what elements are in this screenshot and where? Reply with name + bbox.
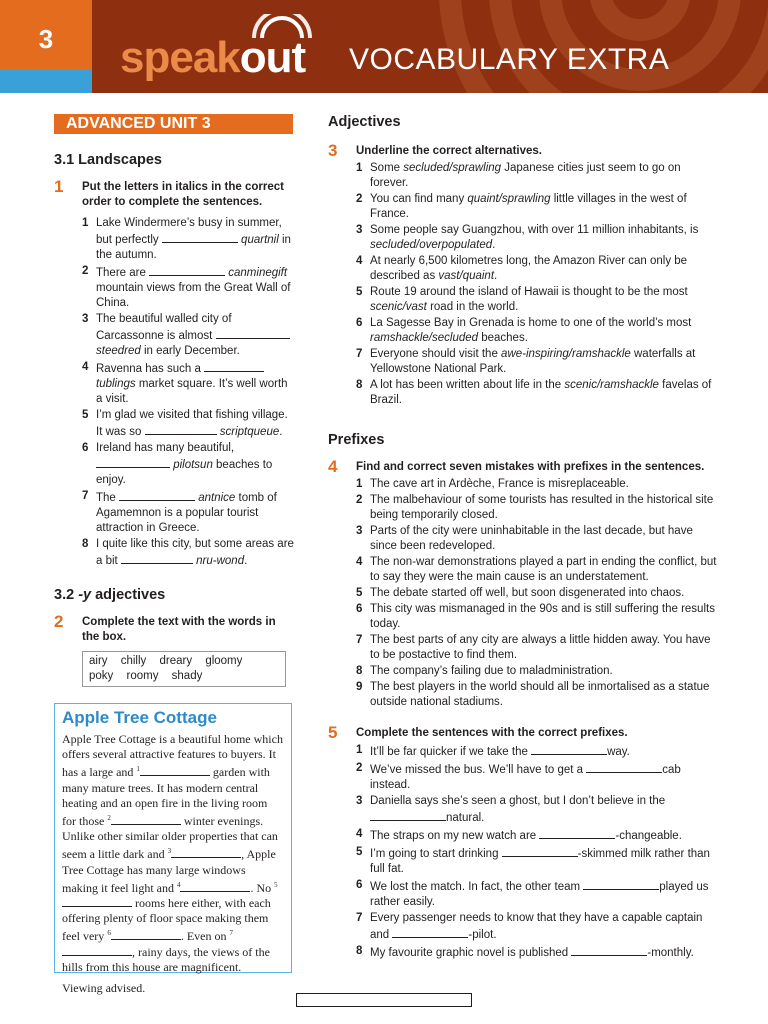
list-item: 6 Ireland has many beautiful, pilotsun beaches to enjoy. — [82, 442, 273, 486]
answer-blank[interactable] — [204, 360, 264, 372]
list-item: 1 It’ll be far quicker if we take the way. — [356, 744, 630, 758]
list-item: 2 We’ve missed the bus. We’ll have to get a cab instead. — [356, 762, 681, 791]
answer-blank[interactable] — [531, 743, 607, 755]
list-item: 6 La Sagesse Bay in Grenada is home to one of the world’s most ramshackle/secluded beaches. — [356, 317, 692, 344]
prefixes-title: Prefixes — [328, 432, 385, 448]
list-item: 1 Lake Windermere’s busy in summer, but perfectly quartnil in the autumn. — [82, 217, 291, 261]
exercise-number: 5 — [328, 723, 338, 742]
exercise-4 — [328, 457, 718, 710]
list-item: 2 The malbehaviour of some tourists has resulted in the historical site being temporarily closed. — [356, 494, 714, 521]
word: shady — [171, 670, 203, 682]
apple-tree-cottage-text — [54, 703, 292, 996]
list-item: 1 The cave art in Ardèche, France is misreplaceable. — [356, 478, 629, 490]
exercise-4-items — [356, 477, 718, 710]
list-item: 4 The straps on my new watch are -changeable. — [356, 828, 682, 842]
list-item: 7 The antnice tomb of Agamemnon is a popular tourist attraction in Greece. — [82, 490, 277, 534]
list-item: 6 This city was mismanaged in the 90s and is still suffering the results today. — [356, 603, 715, 630]
word: gloomy — [205, 655, 243, 667]
gap-3[interactable] — [171, 847, 241, 858]
exercise-number: 3 — [328, 141, 338, 160]
list-item: 4 The non-war demonstrations played a part in ending the conflict, but to say they were the main cause is an understatement. — [356, 556, 717, 583]
list-item: 5 I’m glad we visited that fishing village. It was so scriptqueue. — [82, 409, 288, 438]
gap-7[interactable] — [62, 945, 132, 956]
list-item: 7 Every passenger needs to know that they have a capable captain and -pilot. — [356, 912, 703, 941]
exercise-5 — [328, 723, 718, 961]
exercise-1 — [54, 177, 294, 569]
list-item: 8 A lot has been written about life in the scenic/ramshackle favelas of Brazil. — [356, 379, 712, 406]
unit-number-box — [0, 0, 92, 93]
list-item: 3 The beautiful walled city of Carcassonne is almost steedred in early December. — [82, 312, 294, 359]
list-item: 4 Ravenna has such a tublings market square. It’s well worth a visit. — [82, 361, 288, 405]
word: chilly — [120, 655, 147, 667]
list-item: 3 Daniella says she’s seen a ghost, but I don’t believe in the natural. — [356, 795, 666, 824]
answer-blank[interactable] — [392, 926, 468, 938]
page-header — [0, 0, 768, 93]
answer-blank[interactable] — [162, 231, 238, 243]
list-item: 2 There are canminegift mountain views from the Great Wall of China. — [82, 265, 291, 309]
answer-blank[interactable] — [571, 944, 647, 956]
list-item: 5 The debate started off well, but soon disgenerated into chaos. — [356, 587, 685, 599]
list-item: 9 The best players in the world should all be inmortalised as a statue outside national stadiums. — [356, 681, 710, 708]
list-item: 8 The company’s failing due to maladministration. — [356, 665, 613, 677]
list-item: 4 At nearly 6,500 kilometres long, the Amazon River can only be described as vast/quaint. — [356, 255, 688, 282]
word: poky — [89, 670, 114, 682]
exercise-3 — [328, 141, 718, 408]
cottage-title: Apple Tree Cottage — [62, 708, 217, 727]
answer-blank[interactable] — [96, 456, 170, 468]
answer-blank[interactable] — [502, 845, 578, 857]
exercise-1-items — [82, 216, 294, 569]
speakout-logo: speakout — [120, 33, 306, 82]
footer-box — [296, 993, 472, 1007]
list-item: 7 Everyone should visit the awe-inspiring/ramshackle waterfalls at Yellowstone National Park. — [356, 348, 696, 375]
list-item: 1 Some secluded/sprawling Japanese cities just seem to go on forever. — [356, 162, 681, 189]
answer-blank[interactable] — [119, 489, 195, 501]
adjectives-title: Adjectives — [328, 114, 401, 130]
exercise-number: 2 — [54, 612, 64, 631]
exercise-3-items — [356, 161, 718, 408]
list-item: 5 Route 19 around the island of Hawaii is thought to be the most scenic/vast road in the world. — [356, 286, 688, 313]
list-item: 2 You can find many quaint/sprawling little villages in the west of France. — [356, 193, 687, 220]
answer-blank[interactable] — [145, 423, 217, 435]
gap-4[interactable] — [180, 881, 250, 892]
word: roomy — [126, 670, 159, 682]
cottage-closing: Viewing advised. — [62, 981, 146, 996]
list-item: 8 My favourite graphic novel is published -monthly. — [356, 945, 694, 959]
answer-blank[interactable] — [539, 827, 615, 839]
answer-blank[interactable] — [149, 264, 225, 276]
exercise-number: 1 — [54, 177, 64, 196]
section-3-1-title: 3.1 Landscapes — [54, 152, 162, 168]
cottage-body: Apple Tree Cottage is a beautiful home which offers several attractive features to buyers. It has a large and $^1$ garden with many mature trees. It has modern central heating and an open fire in the living room for those $^2$ winter evenings. Unlike other similar older properties that can seem a little dark and $^3$ , Apple Tree Cottage has many large windows making it feel light and $^4$ . No $^5$ rooms here either, with each offering plenty of floor space making them feel very $^6$ . Even on $^7$, rainy days, the views of the hills from this house are magnificent. — [62, 732, 283, 974]
answer-blank[interactable] — [370, 809, 446, 821]
exercise-5-items — [356, 743, 718, 961]
exercise-2 — [54, 612, 294, 687]
answer-blank[interactable] — [216, 327, 290, 339]
gap-2[interactable] — [111, 814, 181, 825]
answer-blank[interactable] — [586, 761, 662, 773]
exercise-instruction: Find and correct seven mistakes with prefixes in the sentences. — [356, 461, 705, 473]
page-title: VOCABULARY EXTRA — [349, 43, 670, 76]
gap-6[interactable] — [111, 929, 181, 940]
word-box — [82, 651, 286, 687]
exercise-instruction: Put the letters in italics in the correct order to complete the sentences. — [82, 181, 284, 208]
list-item: 6 We lost the match. In fact, the other team played us rather easily. — [356, 879, 709, 908]
exercise-instruction: Complete the sentences with the correct prefixes. — [356, 727, 628, 739]
word: dreary — [159, 655, 193, 667]
exercise-number: 4 — [328, 457, 338, 476]
list-item: 7 The best parts of any city are always a little hidden away. You have to be postactive to find them. — [356, 634, 711, 661]
answer-blank[interactable] — [121, 552, 193, 564]
exercise-instruction: Complete the text with the words in the box. — [82, 616, 276, 643]
unit-number: 3 — [38, 24, 54, 54]
gap-5[interactable] — [62, 896, 132, 907]
list-item: 8 I quite like this city, but some areas are a bit nru-wond. — [82, 538, 294, 567]
word: airy — [89, 655, 108, 667]
left-column — [54, 114, 294, 687]
gap-1[interactable] — [140, 765, 210, 776]
exercise-instruction: Underline the correct alternatives. — [356, 145, 542, 157]
right-column — [328, 114, 718, 962]
section-3-2-title: 3.2 -y adjectives — [54, 587, 166, 603]
unit-banner: ADVANCED UNIT 3 — [54, 114, 293, 134]
list-item: 3 Parts of the city were uninhabitable in the last decade, but have since been redeveloped. — [356, 525, 693, 552]
list-item: 5 I’m going to start drinking -skimmed milk rather than full fat. — [356, 846, 710, 875]
answer-blank[interactable] — [583, 878, 659, 890]
list-item: 3 Some people say Guangzhou, with over 11 million inhabitants, is secluded/overpopulated. — [356, 224, 699, 251]
